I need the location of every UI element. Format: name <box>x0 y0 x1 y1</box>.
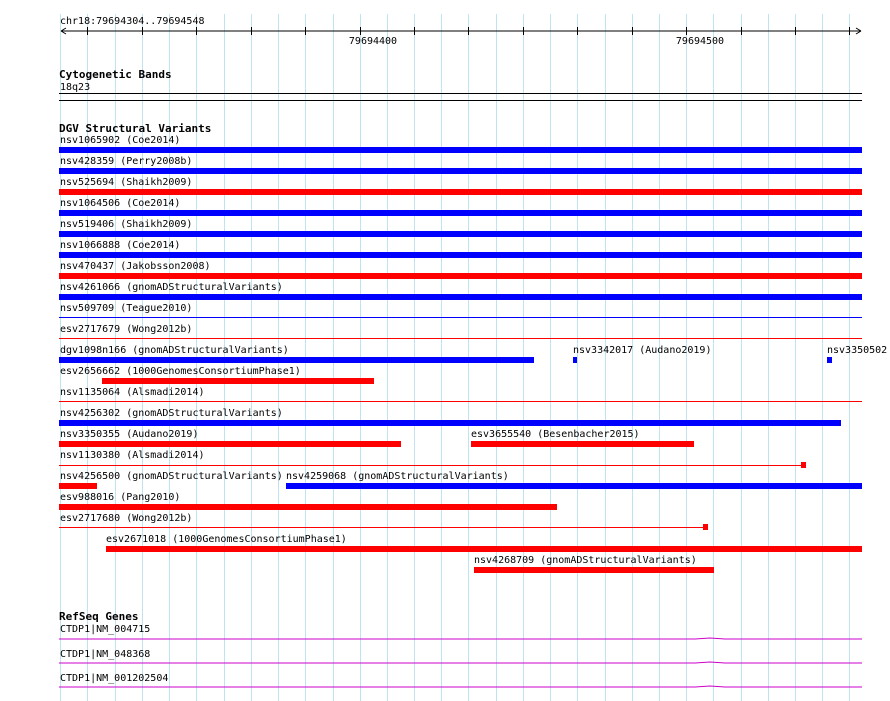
feature-bar[interactable] <box>59 527 708 528</box>
feature-label: nsv4256500 (gnomADStructuralVariants) <box>60 471 283 482</box>
feature-bar[interactable] <box>827 357 832 363</box>
feature-bar[interactable] <box>471 441 694 447</box>
feature-bar[interactable] <box>59 357 534 363</box>
dgv-feature[interactable] <box>286 471 862 489</box>
feature-bar[interactable] <box>106 546 862 552</box>
feature-bar[interactable] <box>59 294 862 300</box>
dgv-feature[interactable] <box>474 555 714 573</box>
dgv-feature[interactable] <box>59 429 401 447</box>
feature-label: nsv3350502 <box>827 345 888 356</box>
feature-label: nsv1065902 (Coe2014) <box>60 135 181 146</box>
track-title: RefSeq Genes <box>59 610 139 623</box>
feature-bar[interactable] <box>59 168 862 174</box>
feature-label: esv2671018 (1000GenomesConsortiumPhase1) <box>106 534 347 545</box>
feature-bar[interactable] <box>59 317 862 318</box>
feature-bar[interactable] <box>573 357 577 363</box>
gene-label: CTDP1|NM_004715 <box>60 624 151 635</box>
feature-label: nsv4256302 (gnomADStructuralVariants) <box>60 408 283 419</box>
track-title: DGV Structural Variants <box>59 122 212 135</box>
feature-bar[interactable] <box>59 504 557 510</box>
feature-bar[interactable] <box>59 401 862 402</box>
feature-bar[interactable] <box>59 147 862 153</box>
dgv-feature[interactable] <box>471 429 694 447</box>
feature-label: nsv4261066 (gnomADStructuralVariants) <box>60 282 283 293</box>
feature-label: esv3655540 (Besenbacher2015) <box>471 429 640 440</box>
feature-bar[interactable] <box>59 338 862 339</box>
feature-bar[interactable] <box>59 231 862 237</box>
dgv-feature[interactable] <box>59 513 708 530</box>
feature-bar[interactable] <box>59 483 97 489</box>
feature-bar[interactable] <box>474 567 714 573</box>
feature-label: esv2717679 (Wong2012b) <box>60 324 193 335</box>
track-divider <box>59 100 862 101</box>
feature-bar[interactable] <box>59 189 862 195</box>
feature-label: nsv4259068 (gnomADStructuralVariants) <box>286 471 509 482</box>
feature-label: dgv1098n166 (gnomADStructuralVariants) <box>60 345 289 356</box>
ruler-tick-label: 79694400 <box>348 36 398 47</box>
dgv-feature[interactable] <box>59 408 841 426</box>
gene-label: CTDP1|NM_048368 <box>60 649 151 660</box>
gene-label: CTDP1|NM_001202504 <box>60 673 169 684</box>
cytoband-bar <box>59 93 862 94</box>
feature-block[interactable] <box>703 524 708 530</box>
ruler-tick-label: 79694500 <box>675 36 725 47</box>
feature-label: nsv525694 (Shaikh2009) <box>60 177 193 188</box>
feature-label: esv988016 (Pang2010) <box>60 492 181 503</box>
feature-bar[interactable] <box>59 465 806 466</box>
feature-label: nsv428359 (Perry2008b) <box>60 156 193 167</box>
dgv-feature[interactable] <box>60 366 374 384</box>
feature-label: nsv3342017 (Audano2019) <box>573 345 712 356</box>
feature-label: nsv509709 (Teague2010) <box>60 303 193 314</box>
feature-label: nsv1064506 (Coe2014) <box>60 198 181 209</box>
location-label: chr18:79694304..79694548 <box>60 16 205 27</box>
feature-label: nsv519406 (Shaikh2009) <box>60 219 193 230</box>
feature-bar[interactable] <box>59 252 862 258</box>
dgv-feature[interactable] <box>573 345 711 363</box>
dgv-feature[interactable] <box>59 471 283 489</box>
ruler[interactable] <box>60 16 861 47</box>
dgv-feature[interactable] <box>827 345 887 363</box>
feature-label: nsv3350355 (Audano2019) <box>60 429 199 440</box>
feature-label: nsv470437 (Jakobsson2008) <box>60 261 211 272</box>
track-title: Cytogenetic Bands <box>59 68 172 81</box>
feature-bar[interactable] <box>286 483 862 489</box>
dgv-feature[interactable] <box>106 534 862 552</box>
feature-bar[interactable] <box>59 210 862 216</box>
feature-label: nsv1135064 (Alsmadi2014) <box>60 387 205 398</box>
feature-block[interactable] <box>801 462 806 468</box>
feature-bar[interactable] <box>59 273 862 279</box>
dgv-feature[interactable] <box>59 450 806 468</box>
feature-label: nsv1066888 (Coe2014) <box>60 240 181 251</box>
dgv-feature[interactable] <box>59 492 557 510</box>
feature-bar[interactable] <box>59 441 401 447</box>
dgv-feature[interactable] <box>59 345 534 363</box>
feature-label: nsv1130380 (Alsmadi2014) <box>60 450 205 461</box>
feature-bar[interactable] <box>59 420 841 426</box>
feature-bar[interactable] <box>102 378 374 384</box>
dgv-track[interactable] <box>59 122 887 573</box>
feature-label: esv2656662 (1000GenomesConsortiumPhase1) <box>60 366 301 377</box>
cytoband-label: 18q23 <box>60 82 91 93</box>
feature-label: nsv4268709 (gnomADStructuralVariants) <box>474 555 697 566</box>
feature-label: esv2717680 (Wong2012b) <box>60 513 193 524</box>
